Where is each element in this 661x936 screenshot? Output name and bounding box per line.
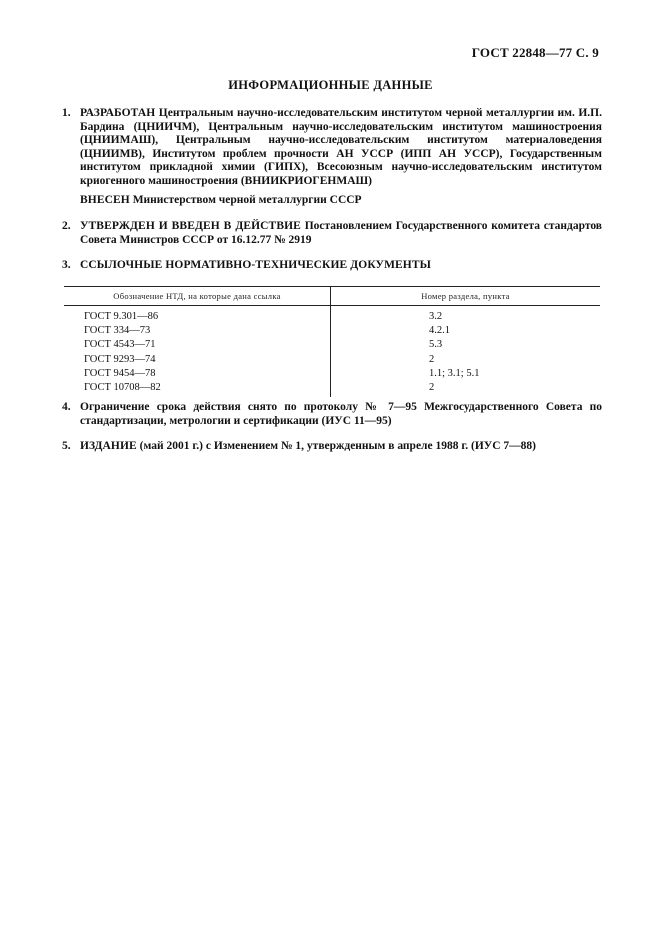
table-cell-section: 5.3 [429,339,443,351]
info-item-approved [62,220,602,247]
item-text: Ограничение срока действия снято по протоколу № 7—95 Межгосударственного Совета по стандартизации, метрологии и сертификации (ИУС 11—95) [80,401,602,427]
item-text: (май 2001 г.) с Изменением № 1, утвержденным в апреле 1988 г. (ИУС 7—88) [139,440,537,452]
info-item-edition [62,440,602,454]
document-title: ИНФОРМАЦИОННЫЕ ДАННЫЕ [228,78,433,92]
table-cell-document: ГОСТ 9.301—86 [64,306,331,325]
table-cell-document: ГОСТ 4543—71 [64,338,331,352]
item-text: Министерством черной металлургии СССР [132,194,362,206]
item-number: 5. [62,440,71,452]
table-cell-document: ГОСТ 9293—74 [64,353,331,367]
item-body [80,440,602,454]
table-cell-section: 4.2.1 [429,325,450,337]
info-item-developed [62,107,602,189]
table-cell-document: ГОСТ 334—73 [64,324,331,338]
table-row [64,306,600,325]
item-number: 2. [62,220,71,232]
table-cell-section: 1.1; 3.1; 5.1 [429,367,480,379]
table-row [64,338,600,352]
table-cell-document: ГОСТ 10708—82 [64,381,331,397]
item-number: 3. [62,259,71,271]
info-item-references [62,259,602,273]
item-lead: УТВЕРЖДЕН И ВВЕДЕН В ДЕЙСТВИЕ [80,220,301,232]
info-item-introduced [62,194,602,208]
item-number: 1. [62,107,71,119]
table-row [64,324,600,338]
table-row [64,367,600,381]
table-cell-document: ГОСТ 9454—78 [64,367,331,381]
table-row [64,353,600,367]
table-cell-section: 3.2 [429,311,443,322]
item-number: 4. [62,401,71,413]
item-lead: РАЗРАБОТАН [80,107,156,119]
item-lead: ВНЕСЕН [80,194,130,206]
info-item-validity [62,401,602,428]
references-table [64,286,600,397]
item-text: Центральным научно-исследовательским институтом черной металлургии им. И.П. Бардина (ЦНИИЧМ), Центральным научно-исследовательским институтом машиностроения (ЦНИИМАШ), Центральным научно-исследовательским институтом материаловедения (ЦНИИМВ), Институтом проблем прочности АН УССР (ИПП АН УССР), Государственным институтом прикладной химии (ГИПХ), Всесоюзным научно-исследовательским институтом криогенного машиностроения (ВНИИКРИОГЕНМАШ) [80,107,602,187]
item-body [80,220,602,247]
item-text: Постановлением Государственного комитета стандартов Совета Министров СССР от 16.12.77 № 2919 [80,220,603,246]
column-header-section: Номер раздела, пункта [331,287,601,306]
item-body [80,259,602,273]
item-lead: ССЫЛОЧНЫЕ НОРМАТИВНО-ТЕХНИЧЕСКИЕ ДОКУМЕНТЫ [80,259,432,271]
column-header-document: Обозначение НТД, на которые дана ссылка [64,287,331,306]
page-header: ГОСТ 22848—77 С. 9 [471,45,599,60]
item-body [80,401,602,428]
item-body [80,194,602,208]
table-cell-section: 2 [429,382,435,394]
table-row [64,381,600,397]
table-cell-section: 2 [429,353,435,365]
table-header-row [64,287,600,306]
item-body [80,107,602,189]
item-lead: ИЗДАНИЕ [80,440,137,452]
